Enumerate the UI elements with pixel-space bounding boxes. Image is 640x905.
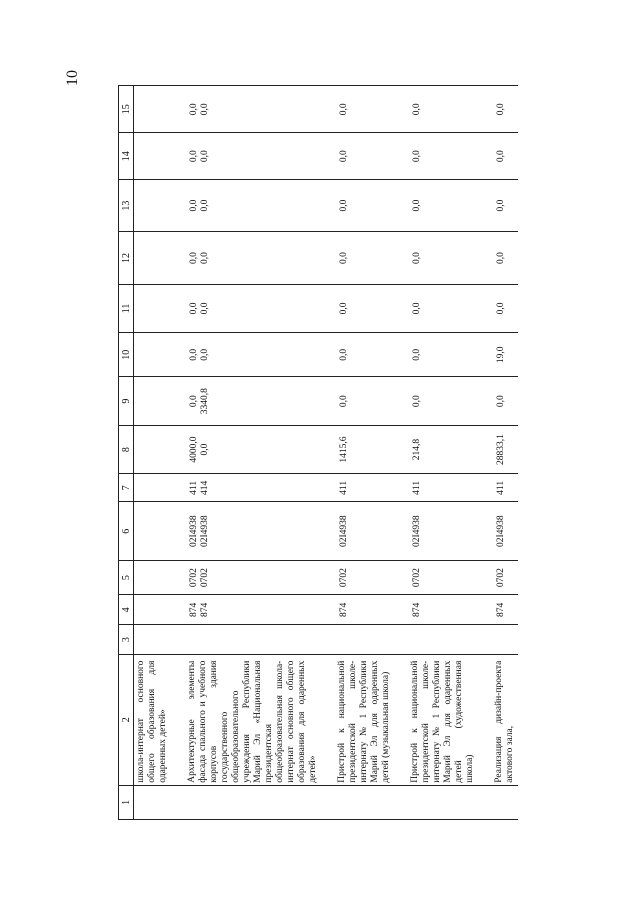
- spacer-cell: [171, 86, 185, 134]
- table-cell: 0,0: [408, 86, 478, 134]
- table-cell: 0,0: [408, 377, 478, 425]
- table-cell: 0,0: [408, 232, 478, 284]
- table-cell: [134, 284, 172, 332]
- table-cell: 0,0: [335, 232, 394, 284]
- table-cell: 02I4938: [492, 502, 518, 560]
- table-cell: [134, 595, 172, 625]
- spacer-cell: [321, 625, 335, 654]
- spacer-cell: [321, 333, 335, 377]
- table-cell: 0,0: [408, 284, 478, 332]
- spacer-cell: [321, 654, 335, 785]
- spacer-cell: [321, 284, 335, 332]
- table-cell: 0,0: [335, 333, 394, 377]
- table-cell: 0,0: [335, 133, 394, 179]
- table-cell: 874: [492, 595, 518, 625]
- table-cell: 0,0 0,0: [185, 333, 321, 377]
- table-cell: 0,0 0,0: [185, 179, 321, 231]
- table-cell: 874: [335, 595, 394, 625]
- spacer-cell: [394, 785, 408, 819]
- table-cell: [134, 377, 172, 425]
- table-cell: [335, 785, 394, 819]
- table-cell: [134, 502, 172, 560]
- column-header: 4: [119, 595, 134, 625]
- table-cell: 874 874: [185, 595, 321, 625]
- spacer-cell: [394, 625, 408, 654]
- spacer-cell: [171, 284, 185, 332]
- spacer-cell: [478, 333, 492, 377]
- table-cell: [335, 625, 394, 654]
- table-cell: 02I4938: [408, 502, 478, 560]
- spacer-cell: [478, 785, 492, 819]
- table-cell: [492, 625, 518, 654]
- table-cell: 0,0: [335, 86, 394, 134]
- row-name-cell: школа-интернат основного общего образования для одаренных детей»: [134, 654, 172, 785]
- header-row: [119, 86, 134, 820]
- table-cell: [134, 560, 172, 594]
- spacer-cell: [321, 502, 335, 560]
- table-cell: 0,0: [492, 86, 518, 134]
- table-cell: 0,0 0,0: [185, 284, 321, 332]
- table-cell: 0,0: [335, 377, 394, 425]
- spacer-cell: [321, 377, 335, 425]
- spacer-cell: [478, 625, 492, 654]
- spacer-cell: [478, 425, 492, 473]
- table-cell: [134, 425, 172, 473]
- spacer-cell: [321, 595, 335, 625]
- row-name-cell: Архитектурные элементы фасада спального и учебного корпусов здания государственного общеобразовательного учреждения Республики Марий Эл «Национальная президентская общеобразовательная школа-интернат основного общего образования для одаренных детей»: [185, 654, 321, 785]
- spacer-cell: [171, 560, 185, 594]
- spacer-cell: [478, 502, 492, 560]
- spacer-cell: [478, 232, 492, 284]
- spacer-cell: [171, 333, 185, 377]
- spacer-cell: [321, 179, 335, 231]
- spacer-cell: [394, 133, 408, 179]
- table-cell: [134, 474, 172, 502]
- spacer-cell: [321, 474, 335, 502]
- table-cell: [134, 232, 172, 284]
- table-cell: 0,0: [492, 133, 518, 179]
- row-name-cell: Реализация дизайн-проекта актового зала,: [492, 654, 518, 785]
- table-cell: [492, 785, 518, 819]
- column-header: 13: [119, 179, 134, 231]
- row-name-cell: Пристрой к национальной президентской школе-интернату № 1 Республики Марий Эл для одаренных детей (художественная школа): [408, 654, 478, 785]
- table-cell: 0,0: [408, 179, 478, 231]
- column-header: 15: [119, 86, 134, 134]
- spacer-cell: [171, 654, 185, 785]
- table-cell: [134, 625, 172, 654]
- spacer-cell: [394, 284, 408, 332]
- spacer-cell: [171, 425, 185, 473]
- spacer-cell: [321, 232, 335, 284]
- page-number: 10: [64, 70, 81, 86]
- column-header: 9: [119, 377, 134, 425]
- table-cell: 411: [408, 474, 478, 502]
- spacer-cell: [478, 179, 492, 231]
- table-cell: 874: [408, 595, 478, 625]
- spacer-cell: [394, 232, 408, 284]
- table-row: [134, 86, 172, 820]
- column-header: 5: [119, 560, 134, 594]
- table-cell: 02I4938 02I4938: [185, 502, 321, 560]
- table-cell: 28833,1: [492, 425, 518, 473]
- table-cell: 0702: [335, 560, 394, 594]
- budget-table-rotated: [118, 85, 610, 820]
- column-header: 1: [119, 785, 134, 819]
- table-cell: 0,0: [408, 333, 478, 377]
- budget-table: [118, 85, 518, 820]
- spacer-cell: [478, 86, 492, 134]
- spacer-cell: [171, 595, 185, 625]
- spacer-cell: [171, 474, 185, 502]
- table-cell: [185, 785, 321, 819]
- table-cell: [134, 179, 172, 231]
- spacer-cell: [171, 179, 185, 231]
- table-cell: 0702 0702: [185, 560, 321, 594]
- row-spacer: [171, 86, 185, 820]
- table-cell: 0,0: [492, 232, 518, 284]
- column-header: 14: [119, 133, 134, 179]
- table-cell: [134, 86, 172, 134]
- table-cell: 0702: [492, 560, 518, 594]
- table-cell: [134, 785, 172, 819]
- spacer-cell: [478, 133, 492, 179]
- column-header: 10: [119, 333, 134, 377]
- spacer-cell: [394, 377, 408, 425]
- spacer-cell: [478, 560, 492, 594]
- spacer-cell: [394, 595, 408, 625]
- spacer-cell: [321, 133, 335, 179]
- table-row: [335, 86, 394, 820]
- table-cell: 411: [492, 474, 518, 502]
- table-cell: 0,0 0,0: [185, 86, 321, 134]
- spacer-cell: [394, 425, 408, 473]
- spacer-cell: [321, 86, 335, 134]
- table-cell: 0,0: [492, 284, 518, 332]
- table-cell: [185, 625, 321, 654]
- table-cell: [408, 785, 478, 819]
- table-cell: 0,0: [335, 284, 394, 332]
- spacer-cell: [171, 625, 185, 654]
- spacer-cell: [171, 502, 185, 560]
- spacer-cell: [171, 377, 185, 425]
- spacer-cell: [478, 474, 492, 502]
- table-cell: 214,8: [408, 425, 478, 473]
- table-cell: 4000,0 0,0: [185, 425, 321, 473]
- table-cell: [134, 333, 172, 377]
- spacer-cell: [171, 232, 185, 284]
- table-cell: 1415,6: [335, 425, 394, 473]
- spacer-cell: [321, 785, 335, 819]
- table-cell: 0,0: [492, 377, 518, 425]
- column-header: 2: [119, 654, 134, 785]
- spacer-cell: [171, 133, 185, 179]
- table-cell: [134, 133, 172, 179]
- spacer-cell: [394, 86, 408, 134]
- table-cell: 02I4938: [335, 502, 394, 560]
- column-header: 12: [119, 232, 134, 284]
- table-cell: 411 414: [185, 474, 321, 502]
- table-cell: 0,0 0,0: [185, 133, 321, 179]
- table-row: [408, 86, 478, 820]
- table-cell: [408, 625, 478, 654]
- column-header: 3: [119, 625, 134, 654]
- column-header: 11: [119, 284, 134, 332]
- spacer-cell: [478, 595, 492, 625]
- table-row: [185, 86, 321, 820]
- spacer-cell: [321, 560, 335, 594]
- spacer-cell: [394, 502, 408, 560]
- table-cell: 0,0: [408, 133, 478, 179]
- table-cell: 0,0 0,0: [185, 232, 321, 284]
- spacer-cell: [321, 425, 335, 473]
- row-spacer: [394, 86, 408, 820]
- row-spacer: [321, 86, 335, 820]
- spacer-cell: [394, 333, 408, 377]
- table-row: [492, 86, 518, 820]
- column-header: 6: [119, 502, 134, 560]
- spacer-cell: [394, 654, 408, 785]
- column-header: 8: [119, 425, 134, 473]
- spacer-cell: [394, 474, 408, 502]
- table-cell: 0,0 3340,8: [185, 377, 321, 425]
- row-spacer: [478, 86, 492, 820]
- table-cell: 0,0: [335, 179, 394, 231]
- table-cell: 411: [335, 474, 394, 502]
- table-cell: 0,0: [492, 179, 518, 231]
- spacer-cell: [394, 560, 408, 594]
- spacer-cell: [478, 377, 492, 425]
- spacer-cell: [478, 654, 492, 785]
- row-name-cell: Пристрой к национальной президентской школе-интернату № 1 Республики Марий Эл для одаренных детей (музыкальная школа): [335, 654, 394, 785]
- table-cell: 0702: [408, 560, 478, 594]
- spacer-cell: [394, 179, 408, 231]
- column-header: 7: [119, 474, 134, 502]
- table-cell: 19,0: [492, 333, 518, 377]
- spacer-cell: [478, 284, 492, 332]
- spacer-cell: [171, 785, 185, 819]
